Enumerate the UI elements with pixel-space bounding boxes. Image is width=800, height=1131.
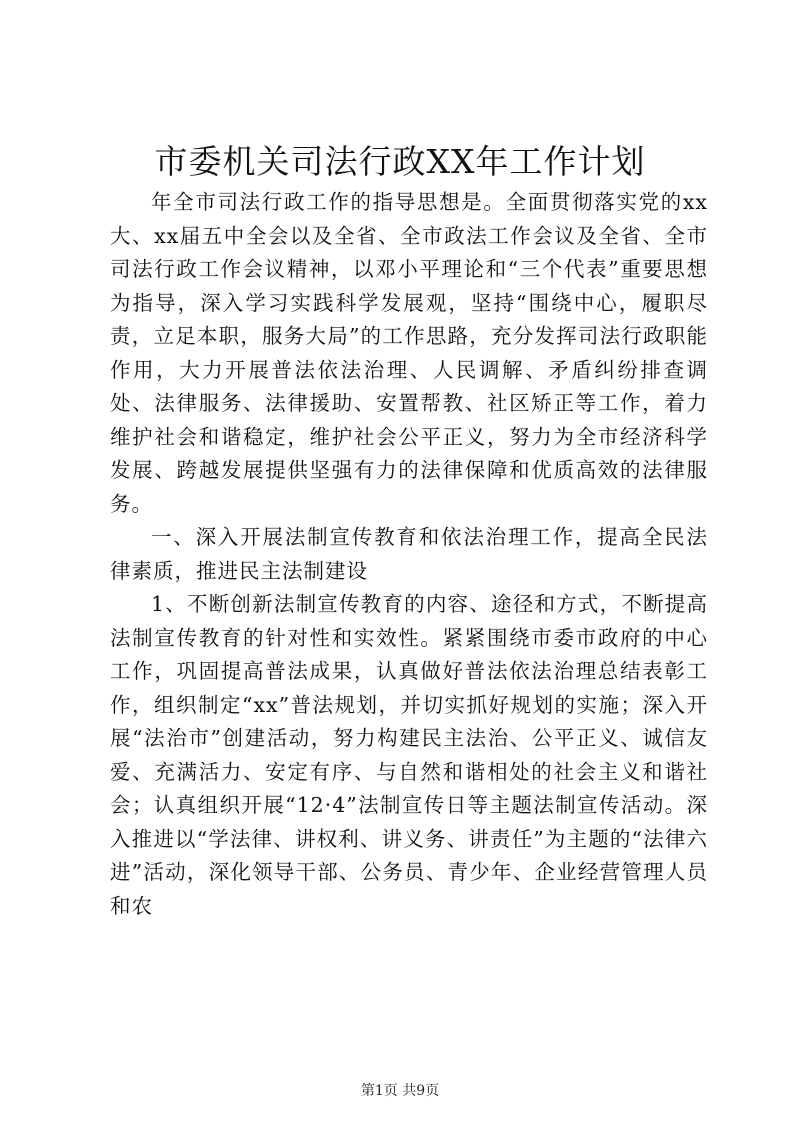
paragraph-item-1: 1、不断创新法制宣传教育的内容、途径和方式，不断提高法制宣传教育的针对性和实效性。紧紧围绕市委市政府的中心工作，巩固提高普法成果，认真做好普法依法治理总结表彰工作，组织制定“xx”普法规划，并切实抓好规划的实施；深入开展“法治市”创建活动，努力构建民主法治、公平正义、诚信友爱、充满活力、安定有序、与自然和谐相处的社会主义和谐社会；认真组织开展“12·4”法制宣传日等主题法制宣传活动。深入推进以“学法律、讲权利、讲义务、讲责任”为主题的“法律六进”活动，深化领导干部、公务员、青少年、企业经营管理人员和农 [110,592,708,918]
paragraph-guiding-thought: 年全市司法行政工作的指导思想是。全面贯彻落实党的xx大、xx届五中全会以及全省、全市政法工作会议及全省、全市司法行政工作会议精神，以邓小平理论和“三个代表”重要思想为指导，深入学习实践科学发展观，坚持“围绕中心，履职尽责，立足本职，服务大局”的工作思路，充分发挥司法行政职能作用，大力开展普法依法治理、人民调解、矛盾纠纷排查调处、法律服务、法律援助、安置帮教、社区矫正等工作，着力维护社会和谐稳定，维护社会公平正义，努力为全市经济科学发展、跨越发展提供坚强有力的法律保障和优质高效的法律服务。 [110,190,708,516]
section-heading-1: 一、深入开展法制宣传教育和依法治理工作，提高全民法律素质，推进民主法制建设 [110,525,708,583]
document-body [110,186,708,923]
document-title: 市委机关司法行政XX年工作计划 [154,142,646,181]
page-footer: 第1页 共9页 [360,1083,440,1099]
